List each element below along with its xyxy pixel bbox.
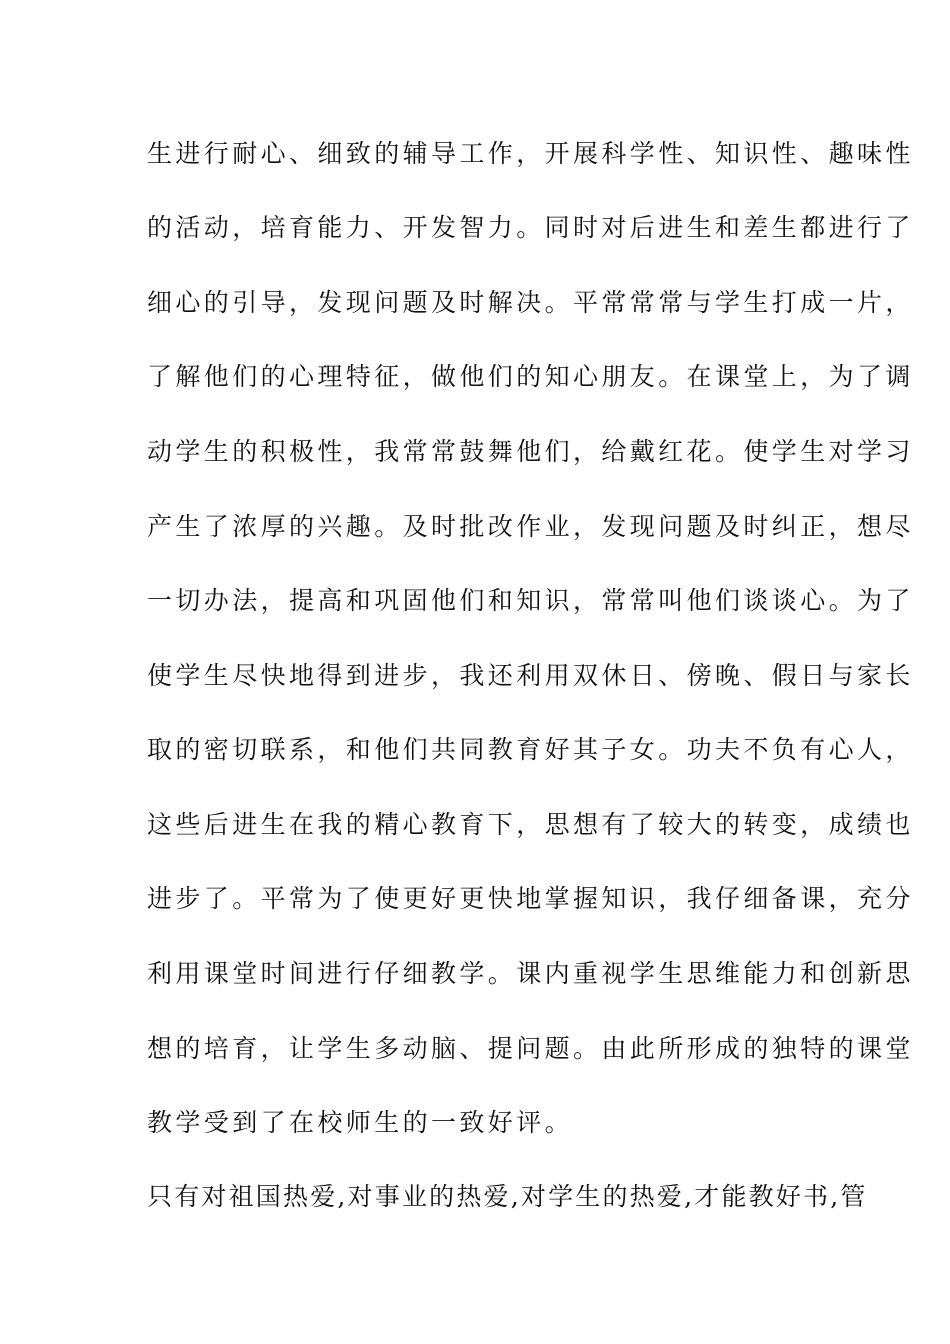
text-line: 取的密切联系，和他们共同教育好其子女。功夫不负有心人， [147,735,914,764]
text-line: 了解他们的心理特征，做他们的知心朋友。在课堂上，为了调 [147,362,914,391]
text-line: 使学生尽快地得到进步，我还利用双休日、傍晚、假日与家长 [147,661,914,690]
text-line: 动学生的积极性，我常常鼓舞他们，给戴红花。使学生对学习 [147,437,914,466]
text-line: 想的培育，让学生多动脑、提问题。由此所形成的独特的课堂 [147,1034,914,1063]
text-line: 只有对祖国热爱,对事业的热爱,对学生的热爱,才能教好书,管 [147,1182,868,1211]
text-line: 利用课堂时间进行仔细教学。课内重视学生思维能力和创新思 [147,959,914,988]
text-line: 细心的引导，发现问题及时解决。平常常常与学生打成一片， [147,288,914,317]
text-line: 的活动，培育能力、开发智力。同时对后进生和差生都进行了 [147,213,914,242]
text-line: 产生了浓厚的兴趣。及时批改作业，发现问题及时纠正，想尽 [147,512,914,541]
text-line: 这些后进生在我的精心教育下，思想有了较大的转变，成绩也 [147,810,914,839]
text-line: 教学受到了在校师生的一致好评。 [147,1108,574,1137]
text-line: 生进行耐心、细致的辅导工作，开展科学性、知识性、趣味性 [147,139,914,168]
text-line: 进步了。平常为了使更好更快地掌握知识，我仔细备课，充分 [147,884,914,913]
text-line: 一切办法，提高和巩固他们和知识，常常叫他们谈谈心。为了 [147,586,914,615]
